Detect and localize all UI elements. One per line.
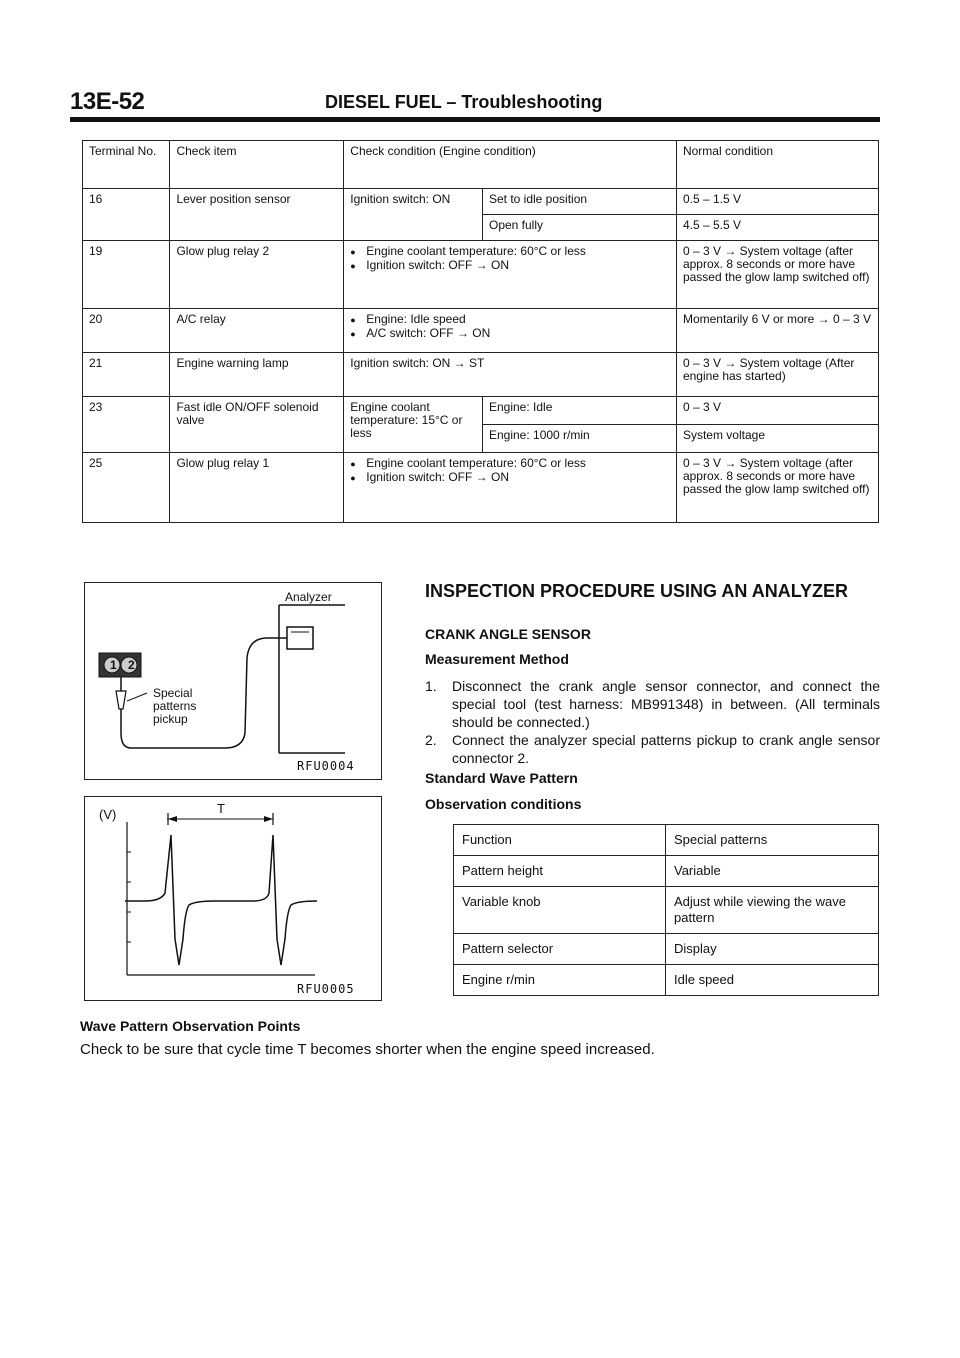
table-row (83, 453, 879, 523)
step-text: Disconnect the crank angle sensor connector, and connect the special tool (test harness: MB991348) in between. (All terminals should be connected.) (452, 678, 880, 730)
condition-bullet: ● Engine coolant temperature: 60°C or less (350, 457, 670, 471)
table-row (83, 353, 879, 397)
table-row (83, 241, 879, 309)
item-cell: Engine warning lamp (170, 353, 344, 397)
header-check-item: Check item (170, 141, 344, 189)
condition-cell: Engine coolant temperature: 15°C or less (344, 397, 483, 453)
page-header (70, 88, 880, 118)
condition-cell: Ignition switch: ON → ST (344, 353, 677, 397)
axis-label: (V) (99, 807, 117, 822)
page-number: 13E-52 (70, 88, 145, 115)
table-row (83, 397, 879, 425)
condition-cell (344, 241, 677, 309)
table-row (454, 934, 879, 965)
item-cell: Glow plug relay 1 (170, 453, 344, 523)
table-row (83, 189, 879, 215)
condition-cell (344, 453, 677, 523)
terminal-cell: 23 (83, 397, 170, 453)
header-condition: Check condition (Engine condition) (344, 141, 677, 189)
value-cell: Display (666, 934, 879, 965)
normal-cell: System voltage (676, 425, 878, 453)
sub-condition-cell: Engine: 1000 r/min (482, 425, 676, 453)
terminal-check-table (82, 140, 879, 523)
function-cell: Pattern selector (454, 934, 666, 965)
item-cell: A/C relay (170, 309, 344, 353)
observation-heading: Observation conditions (425, 796, 582, 812)
function-cell: Pattern height (454, 856, 666, 887)
terminal-cell: 20 (83, 309, 170, 353)
normal-cell: 0 – 3 V → System voltage (After engine has started) (676, 353, 878, 397)
step-number: 2. (425, 732, 437, 748)
value-cell: Variable (666, 856, 879, 887)
sensor-heading: CRANK ANGLE SENSOR (425, 626, 591, 642)
terminal-cell: 16 (83, 189, 170, 241)
condition-bullet: ● Ignition switch: OFF → ON (350, 471, 670, 485)
normal-cell: 0 – 3 V → System voltage (after approx. 8 seconds or more have passed the glow lamp switched off) (676, 241, 878, 309)
item-cell: Fast idle ON/OFF solenoid valve (170, 397, 344, 453)
normal-cell: 0 – 3 V → System voltage (after approx. 8 seconds or more have passed the glow lamp switched off) (676, 453, 878, 523)
function-cell: Engine r/min (454, 965, 666, 996)
function-cell: Function (454, 825, 666, 856)
section-title: DIESEL FUEL – Troubleshooting (325, 92, 603, 112)
table-row (454, 887, 879, 934)
function-cell: Variable knob (454, 887, 666, 934)
analyzer-label: Analyzer (285, 590, 332, 604)
observation-points-heading: Wave Pattern Observation Points (80, 1018, 301, 1034)
procedure-title: INSPECTION PROCEDURE USING AN ANALYZER (425, 581, 849, 601)
item-cell: Glow plug relay 2 (170, 241, 344, 309)
observation-table (453, 824, 879, 996)
wave-pattern-diagram (85, 797, 381, 1000)
wave-pattern-heading: Standard Wave Pattern (425, 770, 578, 786)
analyzer-connection-figure (84, 582, 382, 780)
figure-code: RFU0004 (297, 759, 355, 773)
sub-condition-cell: Engine: Idle (482, 397, 676, 425)
normal-cell: 0 – 3 V (676, 397, 878, 425)
header-rule (70, 117, 880, 122)
method-heading: Measurement Method (425, 651, 569, 667)
header-terminal: Terminal No. (83, 141, 170, 189)
step-number: 1. (425, 678, 437, 694)
period-label: T (217, 801, 225, 816)
normal-cell: Momentarily 6 V or more → 0 – 3 V (676, 309, 878, 353)
table-row (454, 825, 879, 856)
measurement-steps (425, 677, 880, 767)
wave-pattern-figure (84, 796, 382, 1001)
list-item (425, 677, 880, 731)
header-normal: Normal condition (676, 141, 878, 189)
sub-condition-cell: Set to idle position (482, 189, 676, 215)
value-cell: Idle speed (666, 965, 879, 996)
condition-bullet: ● Engine: Idle speed (350, 313, 670, 327)
analyzer-diagram (85, 583, 381, 779)
table-row (454, 856, 879, 887)
terminal-cell: 19 (83, 241, 170, 309)
table-row (454, 965, 879, 996)
terminal-cell: 25 (83, 453, 170, 523)
condition-cell (344, 309, 677, 353)
condition-bullet: ● A/C switch: OFF → ON (350, 327, 670, 341)
pickup-label: Special patterns pickup (153, 686, 197, 726)
condition-bullet: ● Engine coolant temperature: 60°C or less (350, 245, 670, 259)
terminal-cell: 21 (83, 353, 170, 397)
condition-cell: Ignition switch: ON (344, 189, 483, 241)
connector-pin-label: 1 2 (110, 658, 139, 672)
sub-condition-cell: Open fully (482, 215, 676, 241)
figure-code: RFU0005 (297, 982, 355, 996)
step-text: Connect the analyzer special patterns pickup to crank angle sensor connector 2. (452, 732, 880, 766)
table-header-row (83, 141, 879, 189)
item-cell: Lever position sensor (170, 189, 344, 241)
list-item (425, 731, 880, 767)
condition-bullet: ● Ignition switch: OFF → ON (350, 259, 670, 273)
value-cell: Adjust while viewing the wave pattern (666, 887, 879, 934)
normal-cell: 4.5 – 5.5 V (676, 215, 878, 241)
value-cell: Special patterns (666, 825, 879, 856)
observation-points-text: Check to be sure that cycle time T becomes shorter when the engine speed increased. (80, 1041, 655, 1058)
table-row (83, 309, 879, 353)
normal-cell: 0.5 – 1.5 V (676, 189, 878, 215)
